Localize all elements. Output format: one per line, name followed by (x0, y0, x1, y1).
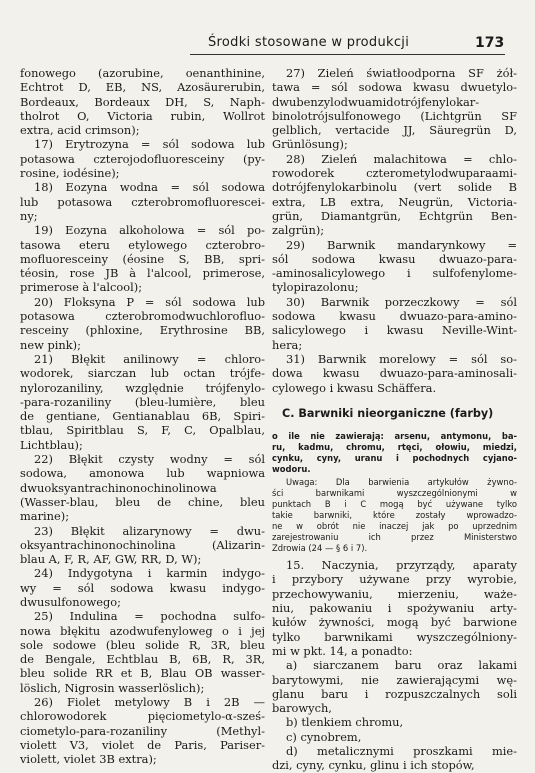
note-line: Zdrowia (24 — § 6 i 7). (272, 543, 368, 554)
text-line: potasowa czterobromodwuchlorofluo- (20, 309, 265, 324)
text-line: de gentiane, Gentianablau 6B, Spiri- (20, 409, 265, 424)
list-item-line: a) siarczanem baru oraz lakami (286, 658, 517, 673)
text-line: 28) Zieleń malachitowa = chlo- (286, 151, 517, 166)
text-line: dowa kwasu dwuazo-para-aminosali- (272, 366, 517, 381)
note-line: zarejestrowaniu ich przez Ministerstwo (272, 532, 517, 543)
text-line: sól sodowa kwasu dwuazo-para- (272, 251, 517, 266)
note-block (272, 477, 517, 554)
text-line: lub potasowa czterobromofluorescei- (20, 194, 265, 209)
text-line: sodowa kwasu dwuazo-para-amino- (272, 309, 517, 324)
text-line: hera; (272, 337, 303, 352)
text-line: -aminosalicylowego i sulfofenylome- (272, 266, 517, 281)
text-line: przechowywaniu, mierzeniu, waże- (272, 586, 517, 601)
condition-line: o ile nie zawierają: arsenu, antymonu, ba- (272, 431, 517, 442)
text-line: new pink); (20, 337, 81, 352)
list-item-line: b) tlenkiem chromu, (286, 715, 404, 730)
text-line: téosin, rose JB à l'alcool, primerose, (20, 266, 265, 281)
text-line: primerose à l'alcool); (20, 280, 143, 295)
note-line: ści barwnikami wyszczególnionymi w (272, 488, 517, 499)
text-line: dotrójfenylokarbinolu (vert solide B (272, 180, 517, 195)
text-line: rosine, iodésine); (20, 166, 120, 181)
list-item-line: dzi, cyny, cynku, glinu i ich stopów, (272, 758, 475, 773)
text-line: 19) Eozyna alkoholowa = sól po- (34, 223, 265, 238)
paragraph-15 (272, 558, 517, 658)
text-line: extra, LB extra, Neugrün, Victoria- (272, 194, 517, 209)
text-line: 20) Floksyna P = sól sodowa lub (34, 294, 265, 309)
text-line: 24) Indygotyna i karmin indygo- (34, 566, 265, 581)
text-line: chlorowodorek pięciometylo-α-sześ- (20, 709, 265, 724)
text-line: nylorozaniliny, względnie trójfenylo- (20, 380, 265, 395)
section-condition (272, 431, 517, 475)
text-line: gelblich, vertacide JJ, Säuregrün D, (272, 123, 517, 138)
text-line: Echtrot D, EB, NS, Azosäurerubin, (20, 80, 265, 95)
header-rule (190, 54, 505, 55)
text-line: tylko barwnikami wyszczególniony- (272, 629, 517, 644)
page-header (0, 0, 535, 58)
text-line: 17) Erytrozyna = sól sodowa lub (34, 137, 265, 152)
text-line: tawa = sól sodowa kwasu dwuetylo- (272, 80, 517, 95)
text-line: 18) Eozyna wodna = sól sodowa (34, 180, 265, 195)
text-line: tasowa eteru etylowego czterobro- (20, 237, 265, 252)
text-line: fonowego (azorubine, oenanthinine, (20, 66, 265, 80)
condition-line: cynku, cyny, uranu i pochodnych cyjano- (272, 453, 517, 464)
text-line: 30) Barwnik porzeczkowy = sól (286, 294, 517, 309)
text-line: sole sodowe (bleu solide R, 3R, bleu (20, 637, 265, 652)
text-line: 29) Barwnik mandarynkowy = (286, 237, 517, 252)
list-item-line: d) metalicznymi proszkami mie- (286, 743, 517, 758)
text-line: Bordeaux, Bordeaux DH, S, Naph- (20, 94, 265, 109)
text-line: rowodorek czterometylodwuparaami- (272, 166, 517, 181)
text-line: Grünlösung); (272, 137, 348, 152)
text-line: sodowa, amonowa lub wapniowa (20, 466, 265, 481)
text-line: potasowa czterojodofluoresceiny (py- (20, 151, 265, 166)
text-line: cylowego i kwasu Schäffera. (272, 380, 437, 395)
text-line: violett V3, violet de Paris, Pariser- (20, 737, 265, 752)
text-line: 15. Naczynia, przyrządy, aparaty (286, 558, 517, 573)
list-item-line: barytowymi, nie zawierającymi wę- (272, 672, 517, 687)
list-item (272, 730, 517, 744)
text-line: 26) Fiolet metylowy B i 2B — (34, 695, 265, 710)
right-column (272, 66, 517, 773)
text-line: dwusulfonowego; (20, 594, 121, 609)
list-item (272, 744, 517, 773)
text-line: de Bengale, Echtblau B, 6B, R, 3R, (20, 652, 265, 667)
text-line: Lichtblau); (20, 437, 83, 452)
text-line: dwubenzylodwuamidotrójfenylokar- (272, 94, 480, 109)
text-line: resceiny (phloxine, Erythrosine BB, (20, 323, 265, 338)
text-line: tholrot O, Victoria rubin, Wollrot (20, 108, 265, 123)
list-item (272, 715, 517, 729)
text-line: 21) Błękit anilinowy = chloro- (34, 351, 265, 366)
text-line: extra, acid crimson); (20, 123, 140, 138)
condition-line: ru, kadmu, chromu, rtęci, ołowiu, miedzi, (272, 442, 517, 453)
text-line: dwuoksyantrachinonochinolinowa (20, 480, 217, 495)
text-line: ny; (20, 208, 38, 223)
left-column (20, 66, 265, 767)
note-line: Uwaga: Dla barwienia artykułów żywno- (286, 477, 517, 488)
text-line: 27) Zieleń światłoodporna SF żół- (286, 66, 517, 80)
text-line: oksyantrachinonochinolina (Alizarin- (20, 537, 265, 552)
list (272, 658, 517, 772)
text-line: blau A, F, R, AF, GW, RR, D, W); (20, 552, 202, 567)
text-line: tylopirazolonu; (272, 280, 359, 295)
text-line: -para-rozaniliny (bleu-lumière, bleu (20, 394, 265, 409)
text-line: 25) Indulina = pochodna sulfo- (34, 609, 265, 624)
note-line: ne w obrót nie inaczej jak po uprzednim (272, 521, 517, 532)
text-line: mi w pkt. 14, a ponadto: (272, 643, 413, 658)
text-line: mofluoresceiny (éosine S, BB, spri- (20, 251, 265, 266)
note-line: takie barwniki, które zostały wprowadzo- (272, 510, 517, 521)
list-item-line: glanu baru i rozpuszczalnych soli (272, 686, 517, 701)
text-line: salicylowego i kwasu Neville-Wint- (272, 323, 517, 338)
text-line: i przybory używane przy wyrobie, (272, 572, 517, 587)
list-item-line: c) cynobrem, (286, 729, 362, 744)
running-title: Środki stosowane w produkcji (208, 35, 410, 50)
text-line: 23) Błękit alizarynowy = dwu- (34, 523, 265, 538)
list-item (272, 658, 517, 715)
section-heading: C. Barwniki nieorganiczne (farby) (282, 406, 494, 420)
text-line: marine); (20, 509, 70, 524)
right-column-entries (272, 66, 517, 395)
text-line: löslich, Nigrosin wasserlöslich); (20, 680, 205, 695)
text-line: bleu solide RR et B, Blau OB wasser- (20, 666, 265, 681)
text-line: ciometylo-para-rozaniliny (Methyl- (20, 723, 265, 738)
text-line: zalgrün); (272, 223, 325, 238)
text-line: binolotrójsulfonowego (Lichtgrün SF (272, 108, 517, 123)
text-line: tblau, Spiritblau S, F, C, Opalblau, (20, 423, 265, 438)
text-line: 22) Błękit czysty wodny = sól (34, 452, 265, 467)
text-line: nowa błękitu azodwufenyloweg o i jej (20, 623, 265, 638)
text-line: grün, Diamantgrün, Echtgrün Ben- (272, 208, 517, 223)
note-line: punktach B i C mogą być używane tylko (272, 499, 517, 510)
text-line: wy = sól sodowa kwasu indygo- (20, 580, 265, 595)
text-line: (Wasser-blau, bleu de chine, bleu (20, 494, 265, 509)
text-line: violett, violet 3B extra); (20, 752, 157, 767)
page-number: 173 (475, 35, 505, 51)
text-line: niu, pakowaniu i spożywaniu arty- (272, 601, 517, 616)
text-line: 31) Barwnik morelowy = sól so- (286, 351, 517, 366)
text-line: wodorek, siarczan lub octan trójfe- (20, 366, 265, 381)
condition-line: wodoru. (272, 464, 311, 475)
list-item-line: barowych, (272, 701, 332, 716)
text-line: kułów żywności, mogą być barwione (272, 615, 517, 630)
